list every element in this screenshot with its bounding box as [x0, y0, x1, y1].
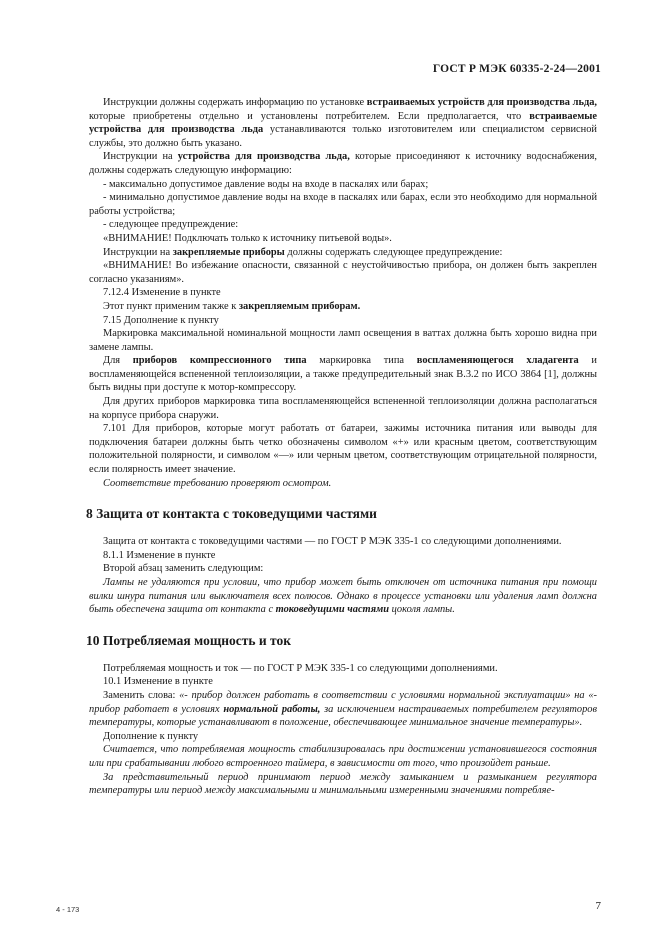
- subsection-addition: Дополнение к пункту: [103, 730, 199, 742]
- paragraph-compressor-marking: Для приборов компрессионного типа маркировка типа воспламеняющегося хладагента и воспламеняющейся вспененной теплоизоляции, а также предупредительный знак В.3.2 по ИСО 3864 [1], должны быть видны при доступе к мотор-компрессору.: [89, 355, 597, 394]
- warning-stability: «ВНИМАНИЕ! Во избежание опасности, связанной с неустойчивостью прибора, он должен быть закреплен согласно указаниям».: [89, 260, 597, 285]
- paragraph-water-supply: Инструкции на устройства для производства льда, которые присоединяют к источнику водоснабжения, должны содержать следующую информацию:: [89, 151, 597, 176]
- paragraph-install-ice-makers: Инструкции должны содержать информацию по установке встраиваемых устройств для производства льда, которые приобретены отдельно и установлены потребителем. Если предполагается, что встраиваемые устройства для производства льда устанавливаются только изготовителем или специалистом сервисной службы, это должно быть указано.: [89, 97, 598, 149]
- section-heading-10: 10 Потребляемая мощность и ток: [86, 632, 292, 648]
- list-item: - следующее предупреждение:: [103, 219, 239, 231]
- paragraph-replace: Второй абзац заменить следующим:: [103, 563, 264, 575]
- list-item: - минимально допустимое давление воды на входе в паскалях или барах, если это необходимо для нормальной работы устройства;: [89, 192, 597, 217]
- paragraph-lamp-marking: Маркировка максимальной номинальной мощности ламп освещения в ваттах должна быть хорошо видна при замене лампы.: [89, 328, 597, 353]
- compliance-check: Соответствие требованию проверяют осмотром.: [103, 477, 332, 489]
- paragraph-lamps: Лампы не удаляются при условии, что прибор может быть отключен от источника питания при помощи вилки шнура питания или выключателя всех полюсов. Однако в процессе установки или удаления ламп должна быть обеспечена защита от контакта с токоведущими частями цоколя лампы.: [89, 577, 597, 616]
- subsection-8-1-1: 8.1.1 Изменение в пункте: [103, 549, 216, 561]
- paragraph-section-10-intro: Потребляемая мощность и ток — по ГОСТ Р МЭК 335-1 со следующими дополнениями.: [103, 662, 498, 674]
- paragraph-representative-period: За представительный период принимают период между замыканием и размыканием регулятора температуры или период между максимальными и минимальными измеренными значениями потребляе-: [89, 771, 597, 797]
- section-heading-8: 8 Защита от контакта с токоведущими частями: [86, 506, 377, 522]
- subsection-7-12-4: 7.12.4 Изменение в пункте: [103, 287, 221, 299]
- subsection-10-1: 10.1 Изменение в пункте: [103, 676, 213, 688]
- paragraph-other-appliances: Для других приборов маркировка типа воспламеняющейся вспененной теплоизоляции должна располагаться на корпусе прибора снаружи.: [89, 396, 597, 421]
- paragraph-applies-fixed: Этот пункт применим также к закрепляемым приборам.: [103, 300, 361, 312]
- page-content: [86, 96, 598, 798]
- warning-potable-water: «ВНИМАНИЕ! Подключать только к источнику питьевой воды».: [103, 232, 392, 244]
- paragraph-stabilization: Считается, что потребляемая мощность стабилизировалась при достижении установившегося состояния или при срабатывании любого встроенного таймера, в зависимости от того, что произойдет раньше.: [89, 744, 597, 769]
- page-number: 7: [595, 900, 601, 912]
- footer-code: 4 - 173: [56, 905, 80, 914]
- paragraph-fixed-appliances: Инструкции на закрепляемые приборы должны содержать следующее предупреждение:: [103, 246, 503, 258]
- list-item: - максимально допустимое давление воды на входе в паскалях или барах;: [103, 178, 429, 190]
- subsection-7-15: 7.15 Дополнение к пункту: [103, 314, 219, 326]
- paragraph-replace-words: Заменить слова: «- прибор должен работать в соответствии с условиями нормальной эксплуатации» на «- прибор работает в условиях нормальной работы, за исключением настраиваемых потребителем регуляторов температуры, которые устанавливают в положение, обеспечивающее минимальное значение температуры».: [89, 689, 597, 729]
- paragraph-section-8-intro: Защита от контакта с токоведущими частями — по ГОСТ Р МЭК 335-1 со следующими дополнениями.: [103, 536, 562, 548]
- document-header: ГОСТ Р МЭК 60335-2-24—2001: [432, 63, 601, 75]
- paragraph-7-101: 7.101 Для приборов, которые могут работать от батареи, зажимы источника питания или выводы для подключения батареи должны быть четко обозначены символом «+» или красным цветом, соответствующим положительной полярности, и символом «—» или черным цветом, соответствующим отрицательной полярности, если полярность имеет значение.: [89, 423, 597, 476]
